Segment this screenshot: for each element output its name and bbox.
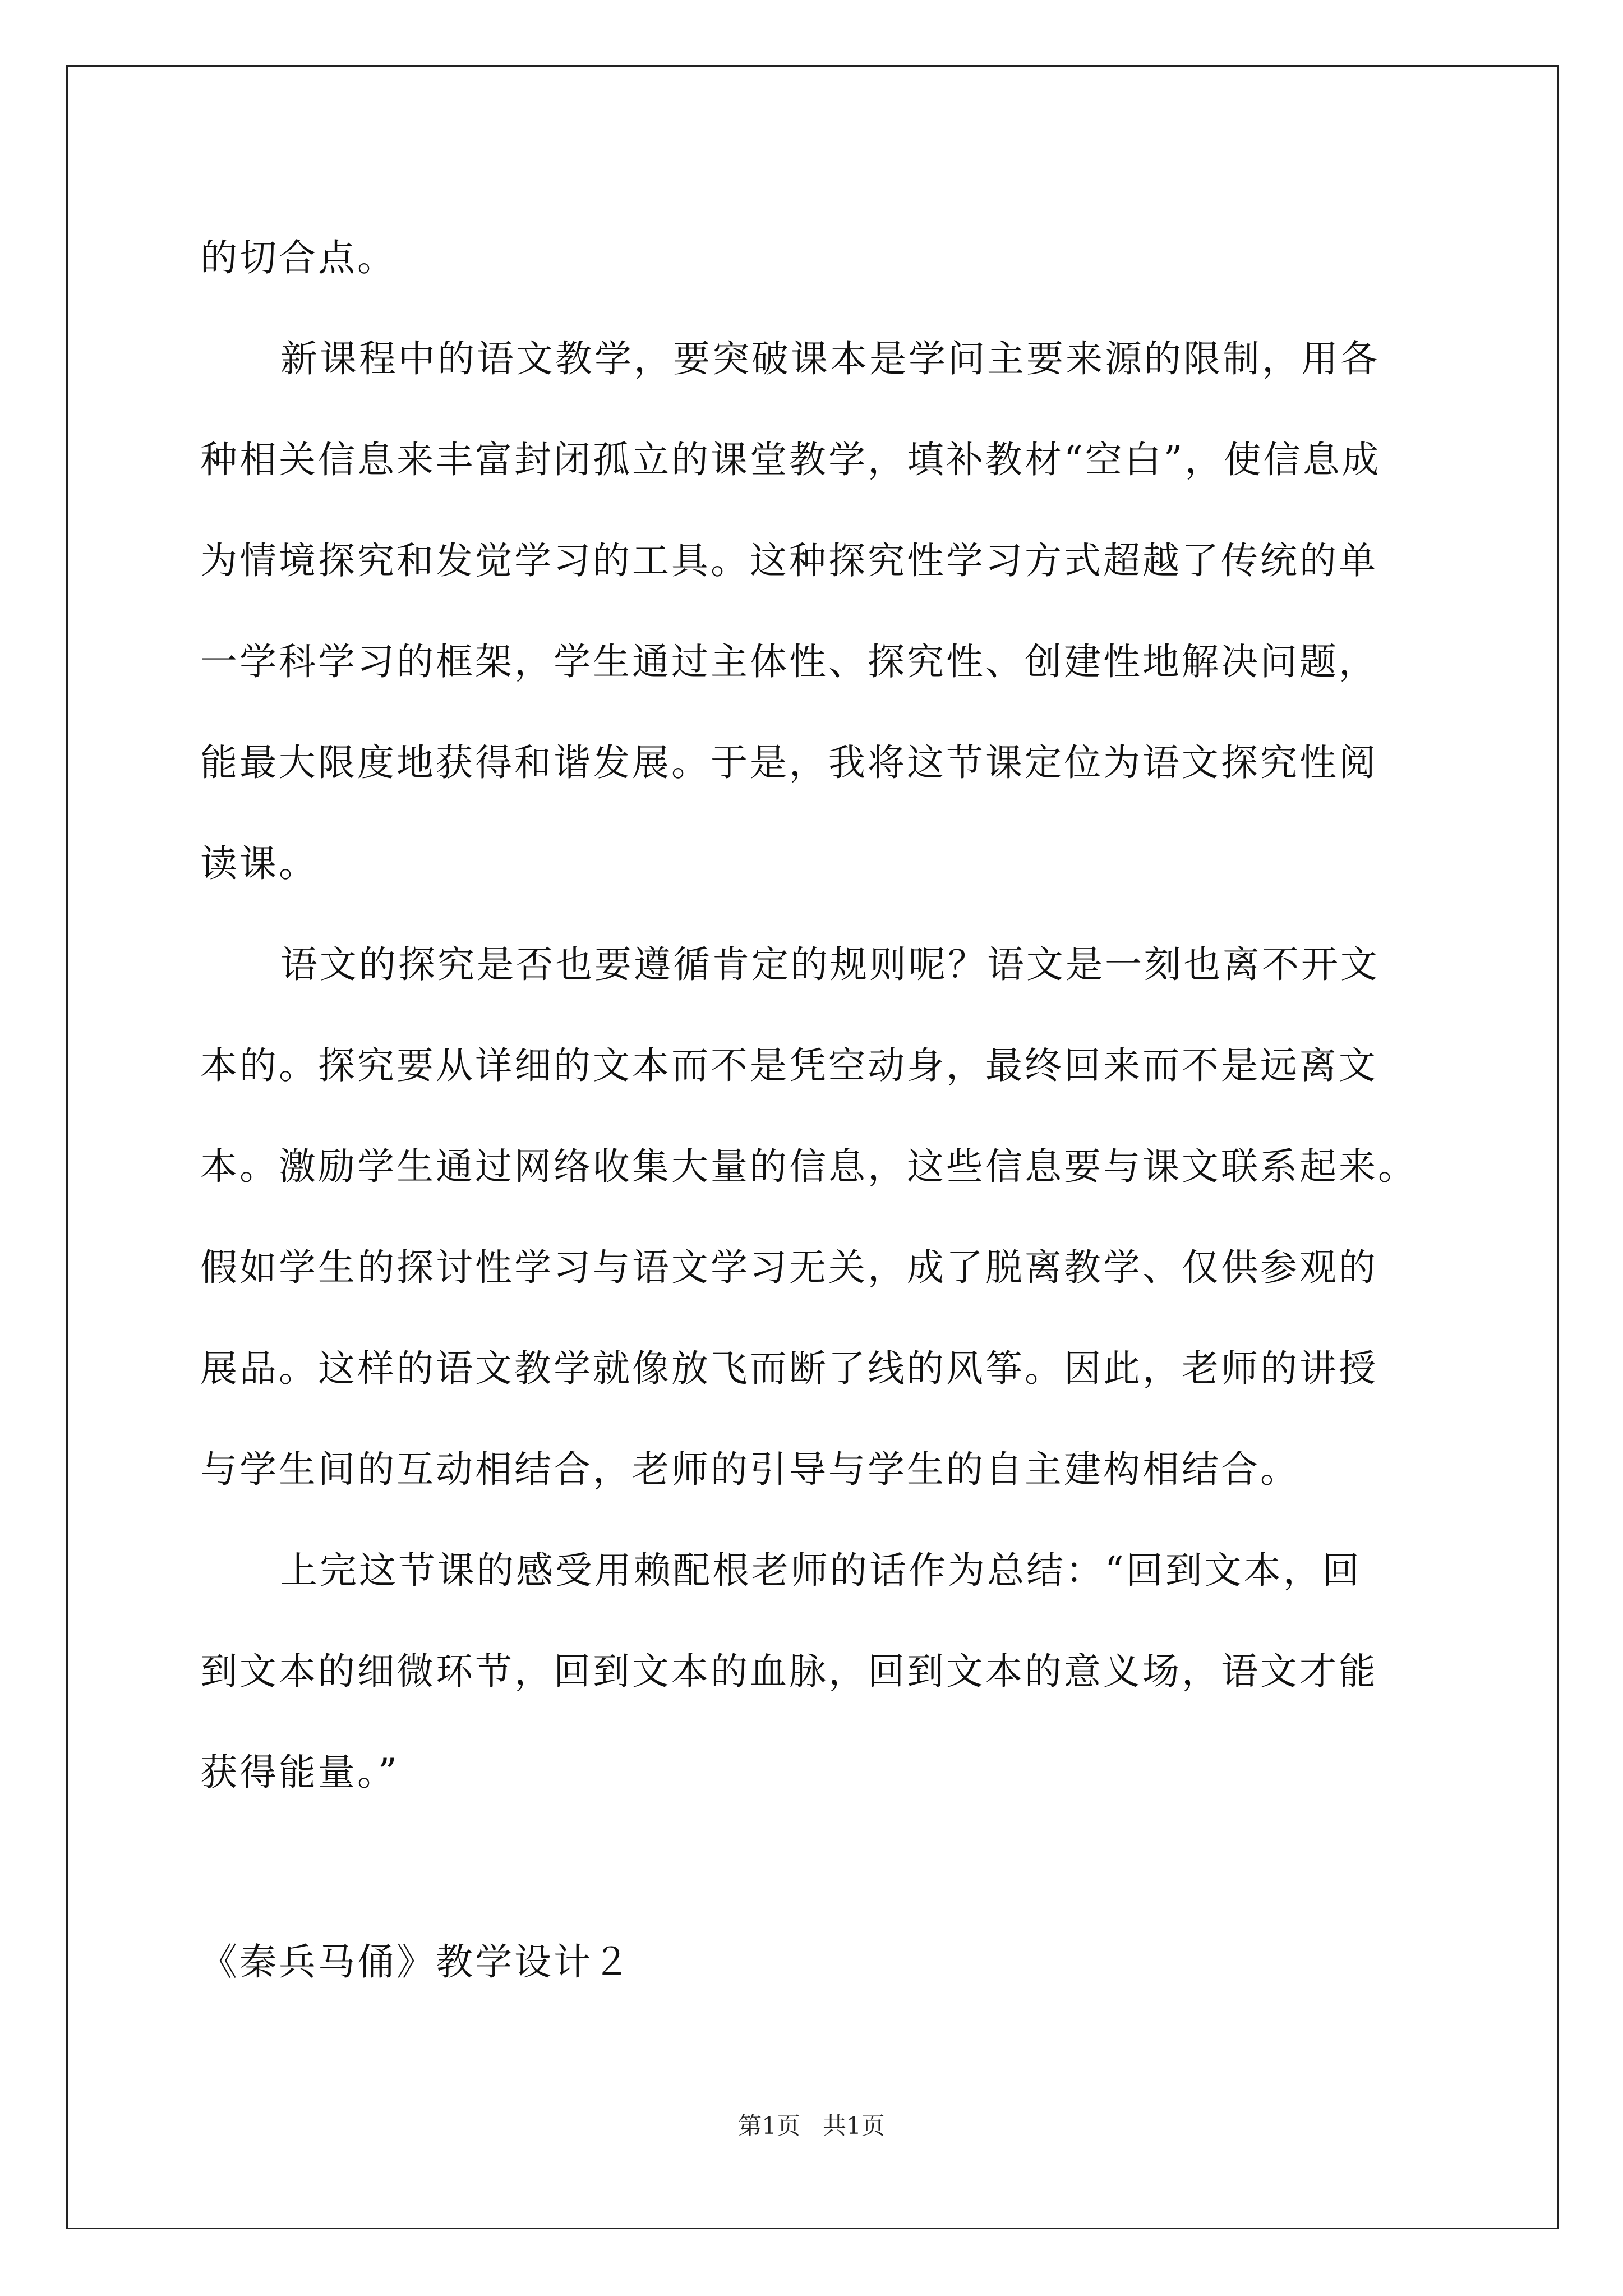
text-line: 种相关信息来丰富封闭孤立的课堂教学，填补教材“空白”，使信息成 xyxy=(200,438,1381,481)
text-line: 到文本的细微环节，回到文本的血脉，回到文本的意义场，语文才能 xyxy=(200,1650,1378,1693)
text-line: 展品。这样的语文教学就像放飞而断了线的风筝。因此，老师的讲授 xyxy=(200,1347,1378,1390)
document-body xyxy=(200,208,1440,1823)
text-line: 本。激励学生通过网络收集大量的信息，这些信息要与课文联系起来。 xyxy=(200,1145,1417,1188)
text-line: 与学生间的互动相结合，老师的引导与学生的自主建构相结合。 xyxy=(200,1448,1299,1491)
text-line: 上完这节课的感受用赖配根老师的话作为总结：“回到文本，回 xyxy=(280,1549,1362,1592)
text-line: 读课。 xyxy=(200,842,318,885)
text-line: 一学科学习的框架，学生通过主体性、探究性、创建性地解决问题， xyxy=(200,640,1378,683)
text-line: 为情境探究和发觉学习的工具。这种探究性学习方式超越了传统的单 xyxy=(200,539,1378,582)
text-line: 获得能量。” xyxy=(200,1751,399,1794)
text-line: 能最大限度地获得和谐发展。于是，我将这节课定位为语文探究性阅 xyxy=(200,741,1378,784)
text-line: 假如学生的探讨性学习与语文学习无关，成了脱离教学、仅供参观的 xyxy=(200,1246,1378,1289)
text-line: 的切合点。 xyxy=(200,236,396,279)
text-line: 新课程中的语文教学，要突破课本是学问主要来源的限制，用各 xyxy=(280,337,1380,380)
text-line: 语文的探究是否也要遵循肯定的规则呢？语文是一刻也离不开文 xyxy=(280,943,1380,986)
text-line: 本的。探究要从详细的文本而不是凭空动身，最终回来而不是远离文 xyxy=(200,1044,1378,1087)
section-title: 《秦兵马俑》教学设计２ xyxy=(200,1940,632,1984)
page-footer: 第1页 共1页 xyxy=(738,2112,885,2139)
